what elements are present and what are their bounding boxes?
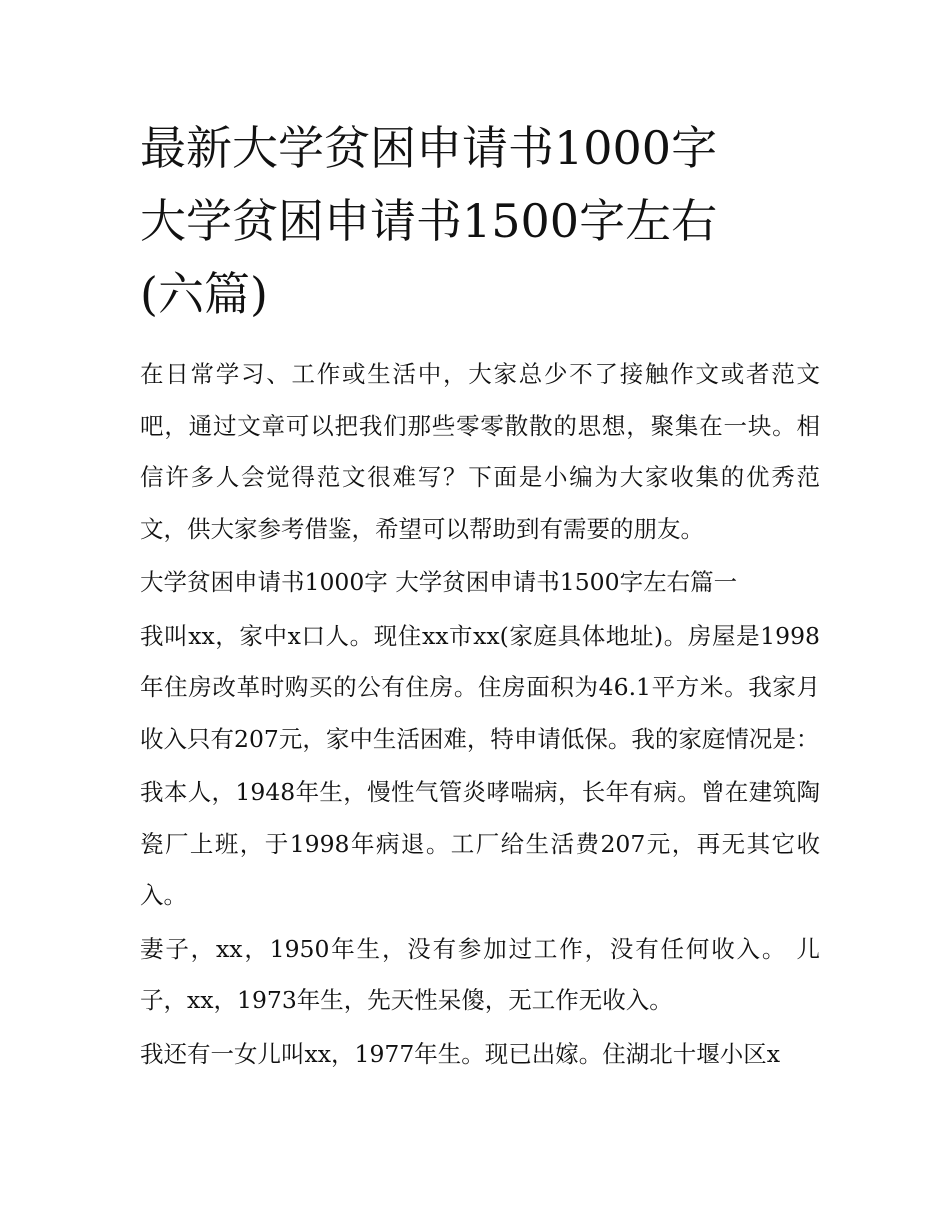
body-paragraph-daughter: 我还有一女儿叫xx，1977年生。现已出嫁。住湖北十堰小区x — [140, 1039, 781, 1068]
body-paragraph-family: 妻子，xx，1950年生，没有参加过工作，没有任何收入。 儿子，xx，1973年生，先天性呆傻，无工作无收入。 — [140, 934, 820, 1014]
document-title — [140, 112, 820, 331]
intro-paragraph: 在日常学习、工作或生活中，大家总少不了接触作文或者范文吧，通过文章可以把我们那些零零散散的思想，聚集在一块。相信许多人会觉得范文很难写？下面是小编为大家收集的优秀范文，供大家参考借鉴，希望可以帮助到有需要的朋友。 — [140, 360, 820, 543]
title-line-1: 最新大学贫困申请书1000字 — [140, 121, 718, 175]
title-line-2: 大学贫困申请书1500字左右 — [140, 194, 718, 248]
title-line-3: (六篇) — [140, 267, 268, 321]
section-heading: 大学贫困申请书1000字 大学贫困申请书1500字左右篇一 — [140, 568, 738, 596]
document-page — [140, 112, 820, 1080]
body-paragraph-household: 我叫xx，家中x口人。现住xx市xx(家庭具体地址)。房屋是1998年住房改革时购买的公有住房。住房面积为46.1平方米。我家月收入只有207元，家中生活困难，特申请低保。我的家庭情况是： — [140, 621, 820, 753]
body-paragraph-self: 我本人，1948年生，慢性气管炎哮喘病，长年有病。曾在建筑陶瓷厂上班，于1998年病退。工厂给生活费207元，再无其它收入。 — [140, 778, 820, 909]
